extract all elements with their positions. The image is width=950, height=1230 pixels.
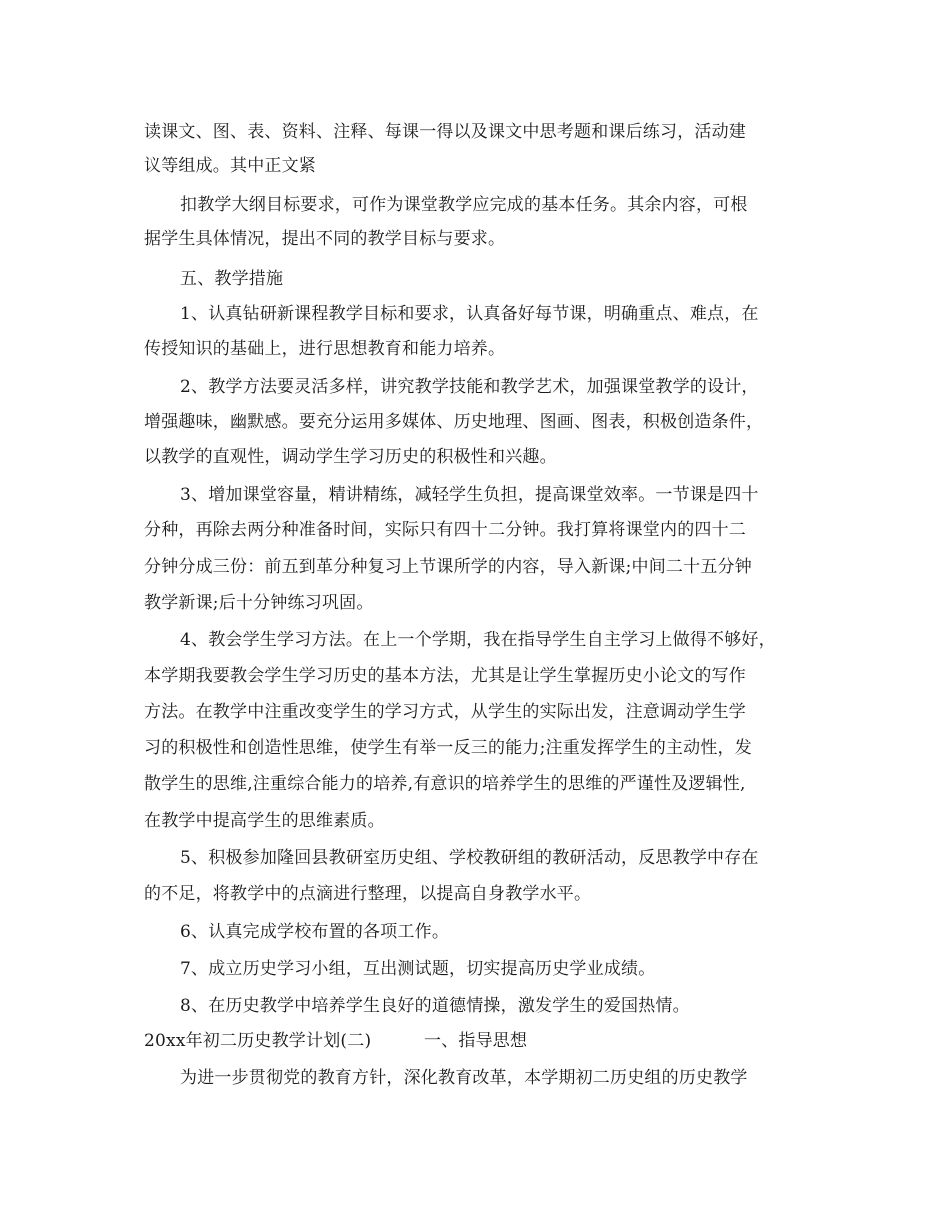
- text-line: 分种，再除去两分种准备时间，实际只有四十二分钟。我打算将课堂内的四十二: [144, 520, 746, 540]
- section-heading: 五、教学措施: [180, 269, 284, 289]
- text-line: 增强趣味，幽默感。要充分运用多媒体、历史地理、图画、图表，积极创造条件，: [144, 412, 764, 432]
- text-line: 以教学的直观性，调动学生学习历史的积极性和兴趣。: [144, 447, 557, 467]
- text-line: 习的积极性和创造性思维，使学生有举一反三的能力;注重发挥学生的主动性，发: [144, 738, 752, 758]
- text-line: 7、成立历史学习小组，互出测试题，切实提高历史学业成绩。: [180, 959, 656, 979]
- text-line: 6、认真完成学校布置的各项工作。: [180, 922, 450, 942]
- text-line: 3、增加课堂容量，精讲精练，减轻学生负担，提高课堂效率。一节课是四十: [180, 485, 759, 505]
- text-line: 为进一步贯彻党的教育方针，深化教育改革，本学期初二历史组的历史教学: [180, 1068, 748, 1088]
- text-line: 读课文、图、表、资料、注释、每课一得以及课文中思考题和课后练习，活动建: [144, 122, 746, 142]
- text-line: 本学期我要教会学生学习历史的基本方法，尤其是让学生掌握历史小论文的写作: [144, 666, 746, 686]
- section-title: 20xx年初二历史教学计划(二): [144, 1031, 372, 1051]
- text-line: 教学新课;后十分钟练习巩固。: [144, 593, 374, 613]
- text-line: 传授知识的基础上，进行思想教育和能力培养。: [144, 339, 506, 359]
- text-line: 4、教会学生学习方法。在上一个学期，我在指导学生自主学习上做得不够好，: [180, 630, 776, 650]
- text-line: 1、认真钻研新课程教学目标和要求，认真备好每节课，明确重点、难点，在: [180, 304, 759, 324]
- text-line: 8、在历史教学中培养学生良好的道德情操，激发学生的爱国热情。: [180, 996, 690, 1016]
- text-line: 据学生具体情况，提出不同的教学目标与要求。: [144, 229, 506, 249]
- text-line: 散学生的思维,注重综合能力的培养,有意识的培养学生的思维的严谨性及逻辑性,: [144, 774, 746, 794]
- text-line: 5、积极参加隆回县教研室历史组、学校教研组的教研活动，反思教学中存在: [180, 848, 759, 868]
- text-line: 议等组成。其中正文紧: [144, 156, 316, 176]
- text-line: 在教学中提高学生的思维素质。: [144, 811, 385, 831]
- text-line: 扣教学大纲目标要求，可作为课堂教学应完成的基本任务。其余内容，可根: [180, 195, 748, 215]
- text-line: 2、教学方法要灵活多样，讲究教学技能和教学艺术，加强课堂教学的设计，: [180, 377, 759, 397]
- text-line: 分钟分成三份：前五到革分种复习上节课所学的内容，导入新课;中间二十五分钟: [144, 557, 752, 577]
- section-subtitle: 一、指导思想: [424, 1031, 528, 1051]
- text-line: 的不足，将教学中的点滴进行整理，以提高自身教学水平。: [144, 884, 592, 904]
- text-line: 方法。在教学中注重改变学生的学习方式，从学生的实际出发，注意调动学生学: [144, 702, 746, 722]
